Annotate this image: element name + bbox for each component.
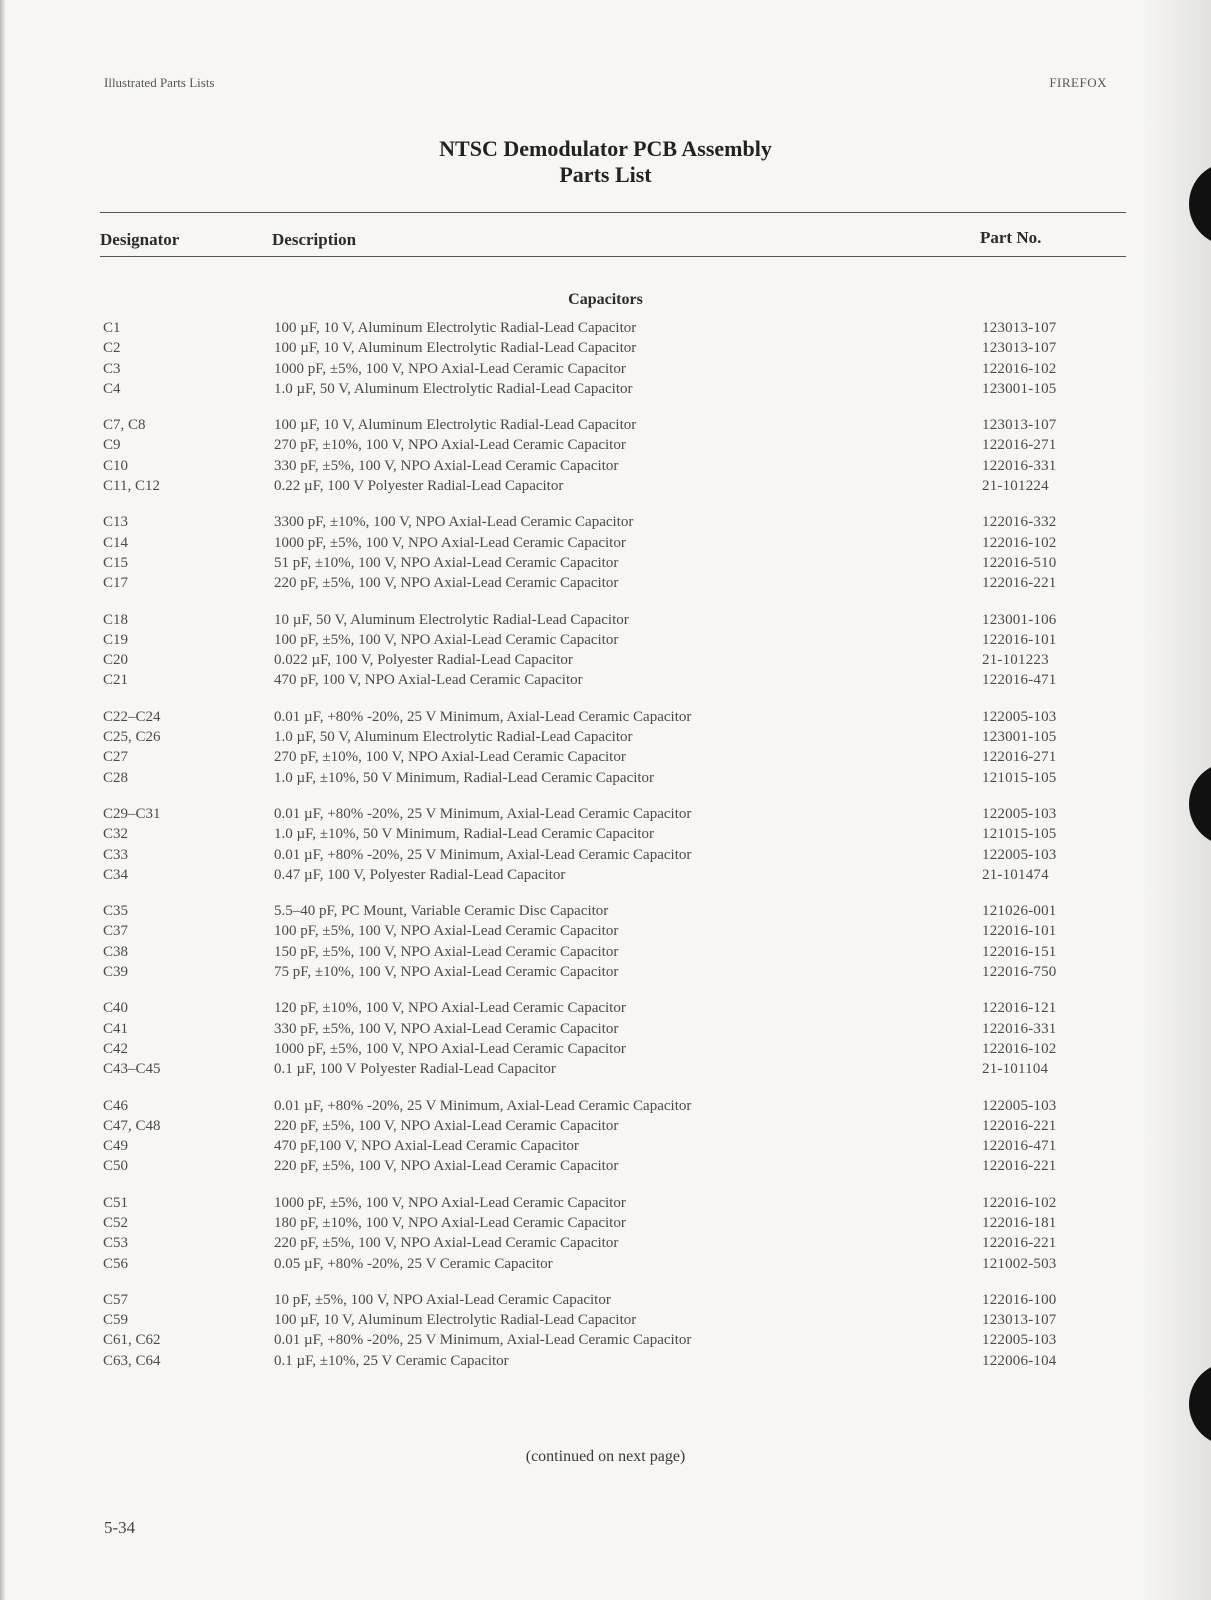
table-row: [0, 338, 1211, 358]
description-cell: 270 pF, ±10%, 100 V, NPO Axial-Lead Ceramic Capacitor: [274, 437, 626, 454]
continued-note: (continued on next page): [525, 1448, 686, 1465]
description-cell: 3300 pF, ±10%, 100 V, NPO Axial-Lead Ceramic Capacitor: [274, 514, 634, 531]
part-number-cell: 123001-105: [982, 729, 1057, 746]
description-cell: 270 pF, ±10%, 100 V, NPO Axial-Lead Ceramic Capacitor: [274, 749, 626, 766]
description-cell: 100 µF, 10 V, Aluminum Electrolytic Radial-Lead Capacitor: [274, 1312, 637, 1329]
table-row: [0, 318, 1211, 338]
description-cell: 1.0 µF, ±10%, 50 V Minimum, Radial-Lead Ceramic Capacitor: [274, 769, 655, 786]
designator-cell: C15: [103, 554, 129, 571]
designator-cell: C53: [103, 1235, 129, 1252]
part-number-cell: 122016-101: [982, 923, 1057, 940]
designator-cell: C40: [103, 1000, 129, 1017]
part-number-cell: 21-101474: [982, 866, 1049, 883]
part-number-cell: 122016-101: [982, 631, 1057, 648]
part-number-cell: 123013-107: [982, 1312, 1057, 1329]
table-row: [0, 1116, 1211, 1136]
part-number-cell: 121002-503: [982, 1255, 1057, 1272]
part-number-cell: 21-101223: [982, 652, 1049, 669]
description-cell: 0.22 µF, 100 V Polyester Radial-Lead Capacitor: [274, 478, 564, 495]
designator-cell: C51: [103, 1194, 129, 1211]
description-cell: 470 pF,100 V, NPO Axial-Lead Ceramic Capacitor: [274, 1138, 579, 1155]
table-row: [0, 415, 1211, 435]
table-row: [0, 768, 1211, 788]
description-cell: 1.0 µF, 50 V, Aluminum Electrolytic Radial-Lead Capacitor: [274, 380, 633, 397]
part-number-cell: 122016-121: [982, 1000, 1057, 1017]
designator-cell: C33: [103, 846, 129, 863]
description-cell: 10 µF, 50 V, Aluminum Electrolytic Radial-Lead Capacitor: [274, 611, 629, 628]
designator-cell: C37: [103, 923, 129, 940]
column-header-designator: Designator: [100, 230, 180, 249]
page-title: [0, 136, 1211, 188]
description-cell: 51 pF, ±10%, 100 V, NPO Axial-Lead Ceramic Capacitor: [274, 554, 619, 571]
table-row: [0, 573, 1211, 593]
description-cell: 0.05 µF, +80% -20%, 25 V Ceramic Capacitor: [274, 1255, 553, 1272]
table-row: [0, 727, 1211, 747]
table-row: [0, 1039, 1211, 1059]
table-row: [0, 435, 1211, 455]
designator-cell: C34: [103, 866, 129, 883]
description-cell: 1.0 µF, ±10%, 50 V Minimum, Radial-Lead Ceramic Capacitor: [274, 826, 655, 843]
description-cell: 1000 pF, ±5%, 100 V, NPO Axial-Lead Ceramic Capacitor: [274, 1040, 626, 1057]
table-row: [0, 921, 1211, 941]
part-number-cell: 21-101224: [982, 478, 1049, 495]
designator-cell: C56: [103, 1255, 129, 1272]
description-cell: 1000 pF, ±5%, 100 V, NPO Axial-Lead Ceramic Capacitor: [274, 534, 626, 551]
row-group: [0, 415, 1211, 496]
description-cell: 220 pF, ±5%, 100 V, NPO Axial-Lead Ceramic Capacitor: [274, 1158, 619, 1175]
description-cell: 1000 pF, ±5%, 100 V, NPO Axial-Lead Ceramic Capacitor: [274, 360, 626, 377]
parts-table: [0, 318, 1211, 1387]
part-number-cell: 122005-103: [982, 708, 1057, 725]
part-number-cell: 122016-750: [982, 964, 1057, 981]
part-number-cell: 122006-104: [982, 1352, 1057, 1369]
designator-cell: C22–C24: [103, 708, 161, 725]
designator-cell: C39: [103, 964, 129, 981]
table-row: [0, 650, 1211, 670]
description-cell: 1.0 µF, 50 V, Aluminum Electrolytic Radial-Lead Capacitor: [274, 729, 633, 746]
table-header-rule: [100, 256, 1126, 257]
description-cell: 75 pF, ±10%, 100 V, NPO Axial-Lead Ceramic Capacitor: [274, 964, 619, 981]
running-header: [104, 75, 1107, 95]
description-cell: 100 µF, 10 V, Aluminum Electrolytic Radial-Lead Capacitor: [274, 340, 637, 357]
part-number-cell: 122016-221: [982, 1235, 1057, 1252]
table-row: [0, 1059, 1211, 1079]
row-group: [0, 901, 1211, 982]
part-number-cell: 122016-221: [982, 575, 1057, 592]
page-number: 5-34: [104, 1518, 136, 1537]
designator-cell: C47, C48: [103, 1117, 161, 1134]
row-group: [0, 610, 1211, 691]
table-row: [0, 670, 1211, 690]
table-row: [0, 1193, 1211, 1213]
part-number-cell: 122005-103: [982, 846, 1057, 863]
table-row: [0, 630, 1211, 650]
table-row: [0, 865, 1211, 885]
description-cell: 0.022 µF, 100 V, Polyester Radial-Lead Capacitor: [274, 652, 573, 669]
designator-cell: C11, C12: [103, 478, 160, 495]
part-number-cell: 123001-106: [982, 611, 1057, 628]
row-group: [0, 1096, 1211, 1177]
part-number-cell: 123013-107: [982, 340, 1057, 357]
table-row: [0, 901, 1211, 921]
table-top-rule: [100, 212, 1126, 213]
part-number-cell: 122016-332: [982, 514, 1057, 531]
table-row: [0, 610, 1211, 630]
designator-cell: C3: [103, 360, 121, 377]
description-cell: 120 pF, ±10%, 100 V, NPO Axial-Lead Ceramic Capacitor: [274, 1000, 626, 1017]
table-row: [0, 379, 1211, 399]
part-number-cell: 122016-181: [982, 1214, 1057, 1231]
description-cell: 220 pF, ±5%, 100 V, NPO Axial-Lead Ceramic Capacitor: [274, 1235, 619, 1252]
part-number-cell: 122016-331: [982, 457, 1057, 474]
designator-cell: C25, C26: [103, 729, 161, 746]
description-cell: 0.47 µF, 100 V, Polyester Radial-Lead Capacitor: [274, 866, 566, 883]
description-cell: 0.01 µF, +80% -20%, 25 V Minimum, Axial-Lead Ceramic Capacitor: [274, 708, 692, 725]
part-number-cell: 122005-103: [982, 805, 1057, 822]
running-header-left: Illustrated Parts Lists: [104, 75, 215, 90]
table-row: [0, 707, 1211, 727]
part-number-cell: 122005-103: [982, 1097, 1057, 1114]
description-cell: 5.5–40 pF, PC Mount, Variable Ceramic Disc Capacitor: [274, 903, 609, 920]
column-header-part-no: Part No.: [980, 228, 1042, 247]
description-cell: 470 pF, 100 V, NPO Axial-Lead Ceramic Capacitor: [274, 672, 583, 689]
designator-cell: C28: [103, 769, 129, 786]
table-row: [0, 824, 1211, 844]
part-number-cell: 123013-107: [982, 417, 1057, 434]
designator-cell: C46: [103, 1097, 129, 1114]
table-row: [0, 553, 1211, 573]
table-row: [0, 1213, 1211, 1233]
row-group: [0, 998, 1211, 1079]
designator-cell: C1: [103, 320, 121, 336]
table-row: [0, 1351, 1211, 1371]
part-number-cell: 122016-102: [982, 1040, 1057, 1057]
table-row: [0, 747, 1211, 767]
designator-cell: C57: [103, 1291, 129, 1308]
row-group: [0, 512, 1211, 593]
description-cell: 220 pF, ±5%, 100 V, NPO Axial-Lead Ceramic Capacitor: [274, 575, 619, 592]
designator-cell: C63, C64: [103, 1352, 161, 1369]
part-number-cell: 122016-102: [982, 534, 1057, 551]
table-row: [0, 456, 1211, 476]
description-cell: 100 pF, ±5%, 100 V, NPO Axial-Lead Ceramic Capacitor: [274, 631, 619, 648]
designator-cell: C42: [103, 1040, 129, 1057]
designator-cell: C18: [103, 611, 129, 628]
section-title: Capacitors: [568, 291, 643, 308]
column-header-description: Description: [272, 230, 357, 249]
designator-cell: C50: [103, 1158, 129, 1175]
designator-cell: C17: [103, 575, 129, 592]
table-row: [0, 1254, 1211, 1274]
description-cell: 330 pF, ±5%, 100 V, NPO Axial-Lead Ceramic Capacitor: [274, 1020, 619, 1037]
table-row: [0, 359, 1211, 379]
designator-cell: C52: [103, 1214, 129, 1231]
part-number-cell: 122016-471: [982, 1138, 1057, 1155]
part-number-cell: 121026-001: [982, 903, 1057, 920]
designator-cell: C19: [103, 631, 129, 648]
part-number-cell: 122016-151: [982, 943, 1057, 960]
part-number-cell: 121015-105: [982, 826, 1057, 843]
designator-cell: C35: [103, 903, 129, 920]
description-cell: 0.01 µF, +80% -20%, 25 V Minimum, Axial-Lead Ceramic Capacitor: [274, 805, 692, 822]
part-number-cell: 122016-510: [982, 554, 1057, 571]
description-cell: 220 pF, ±5%, 100 V, NPO Axial-Lead Ceramic Capacitor: [274, 1117, 619, 1134]
part-number-cell: 122016-271: [982, 437, 1057, 454]
table-row: [0, 1233, 1211, 1253]
designator-cell: C29–C31: [103, 805, 161, 822]
description-cell: 100 µF, 10 V, Aluminum Electrolytic Radial-Lead Capacitor: [274, 320, 637, 336]
designator-cell: C38: [103, 943, 129, 960]
designator-cell: C27: [103, 749, 129, 766]
part-number-cell: 122016-102: [982, 1194, 1057, 1211]
running-header-right: FIREFOX: [1049, 75, 1107, 90]
table-row: [0, 1290, 1211, 1310]
table-row: [0, 1019, 1211, 1039]
table-row: [0, 533, 1211, 553]
designator-cell: C43–C45: [103, 1061, 161, 1078]
table-row: [0, 845, 1211, 865]
table-row: [0, 804, 1211, 824]
part-number-cell: 21-101104: [982, 1061, 1049, 1078]
designator-cell: C32: [103, 826, 129, 843]
part-number-cell: 122016-271: [982, 749, 1057, 766]
row-group: [0, 804, 1211, 885]
designator-cell: C7, C8: [103, 417, 146, 434]
title-line-1: NTSC Demodulator PCB Assembly: [439, 136, 772, 161]
table-row: [0, 1096, 1211, 1116]
description-cell: 0.01 µF, +80% -20%, 25 V Minimum, Axial-Lead Ceramic Capacitor: [274, 1332, 692, 1349]
designator-cell: C10: [103, 457, 129, 474]
part-number-cell: 122016-471: [982, 672, 1057, 689]
part-number-cell: 122016-221: [982, 1117, 1057, 1134]
description-cell: 180 pF, ±10%, 100 V, NPO Axial-Lead Ceramic Capacitor: [274, 1214, 626, 1231]
table-row: [0, 998, 1211, 1018]
table-row: [0, 476, 1211, 496]
table-row: [0, 1156, 1211, 1176]
description-cell: 10 pF, ±5%, 100 V, NPO Axial-Lead Ceramic Capacitor: [274, 1291, 611, 1308]
designator-cell: C13: [103, 514, 129, 531]
designator-cell: C9: [103, 437, 121, 454]
designator-cell: C49: [103, 1138, 129, 1155]
description-cell: 100 pF, ±5%, 100 V, NPO Axial-Lead Ceramic Capacitor: [274, 923, 619, 940]
designator-cell: C14: [103, 534, 129, 551]
row-group: [0, 1193, 1211, 1274]
row-group: [0, 1290, 1211, 1371]
row-group: [0, 318, 1211, 399]
description-cell: 1000 pF, ±5%, 100 V, NPO Axial-Lead Ceramic Capacitor: [274, 1194, 626, 1211]
part-number-cell: 123013-107: [982, 320, 1057, 336]
designator-cell: C41: [103, 1020, 129, 1037]
part-number-cell: 123001-105: [982, 380, 1057, 397]
part-number-cell: 122016-100: [982, 1291, 1057, 1308]
row-group: [0, 707, 1211, 788]
description-cell: 330 pF, ±5%, 100 V, NPO Axial-Lead Ceramic Capacitor: [274, 457, 619, 474]
part-number-cell: 122016-331: [982, 1020, 1057, 1037]
title-line-2: Parts List: [559, 162, 652, 187]
table-row: [0, 1310, 1211, 1330]
designator-cell: C2: [103, 340, 121, 357]
part-number-cell: 122016-221: [982, 1158, 1057, 1175]
designator-cell: C21: [103, 672, 129, 689]
part-number-cell: 121015-105: [982, 769, 1057, 786]
description-cell: 0.01 µF, +80% -20%, 25 V Minimum, Axial-Lead Ceramic Capacitor: [274, 846, 692, 863]
description-cell: 100 µF, 10 V, Aluminum Electrolytic Radial-Lead Capacitor: [274, 417, 637, 434]
table-row: [0, 512, 1211, 532]
designator-cell: C4: [103, 380, 121, 397]
designator-cell: C20: [103, 652, 129, 669]
description-cell: 150 pF, ±5%, 100 V, NPO Axial-Lead Ceramic Capacitor: [274, 943, 619, 960]
table-row: [0, 942, 1211, 962]
part-number-cell: 122005-103: [982, 1332, 1057, 1349]
description-cell: 0.01 µF, +80% -20%, 25 V Minimum, Axial-Lead Ceramic Capacitor: [274, 1097, 692, 1114]
table-row: [0, 962, 1211, 982]
part-number-cell: 122016-102: [982, 360, 1057, 377]
description-cell: 0.1 µF, ±10%, 25 V Ceramic Capacitor: [274, 1352, 509, 1369]
table-row: [0, 1330, 1211, 1350]
designator-cell: C59: [103, 1312, 129, 1329]
designator-cell: C61, C62: [103, 1332, 161, 1349]
description-cell: 0.1 µF, 100 V Polyester Radial-Lead Capacitor: [274, 1061, 556, 1078]
table-row: [0, 1136, 1211, 1156]
